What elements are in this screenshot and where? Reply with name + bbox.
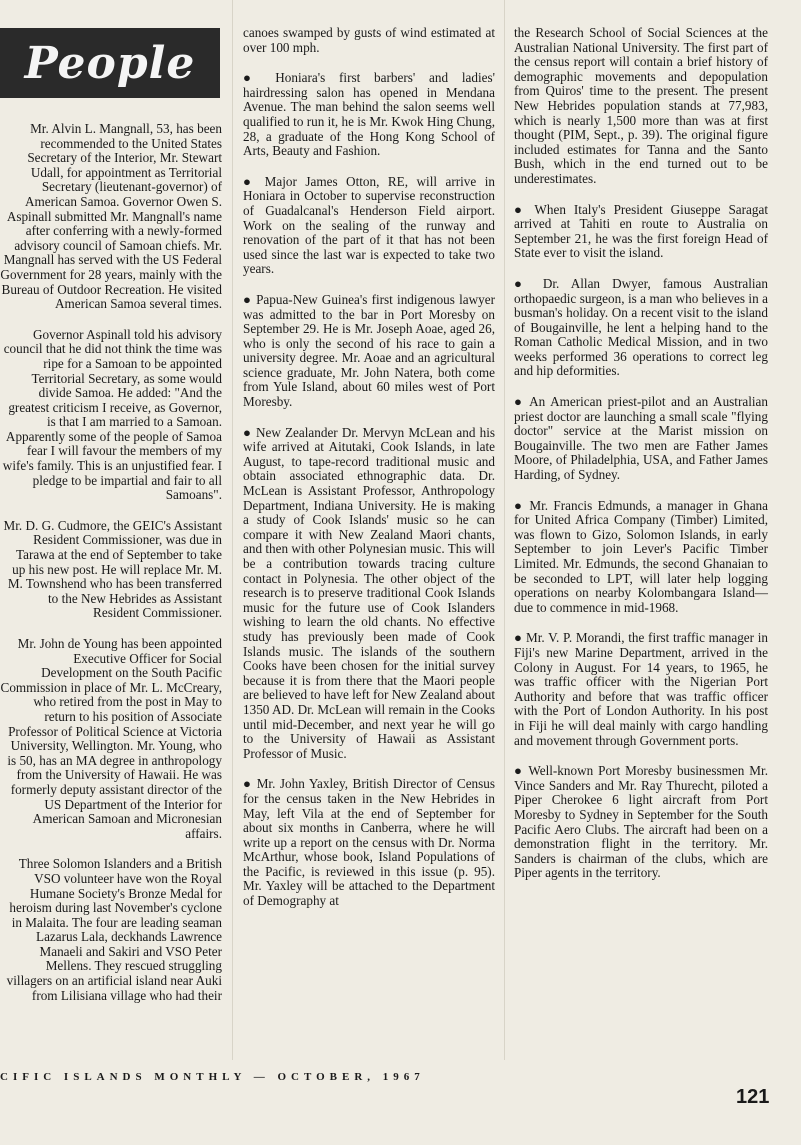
column-rule-2 [504,0,505,1060]
article-paragraph: ● Mr. Francis Edmunds, a manager in Ghana for United Africa Company (Timber) Limited, was flown to Gizo, Solomon Islands, in early September to join Lever's Pacific Timber Limited. Mr. Edmunds, the second Ghanaian to be seconded to LPT, will later help logging operations on nearby Kolombangara Island—due to commence in mid-1968. [514,497,768,615]
article-paragraph: ● Papua-New Guinea's first indigenous lawyer was admitted to the bar in Port Moresby on September 29. He is Mr. Joseph Aoae, aged 26, who is only the second of his race to gain a university degree. Mr. Aoae and an agricultural science graduate, Mr. John Natera, both come from Yule Island, about 60 miles west of Port Moresby. [243,291,495,410]
column-rule-1 [232,0,233,1060]
article-paragraph: Mr. John de Young has been appointed Executive Officer for Social Development on the South Pacific Commission in place of Mr. L. McCreary, who retired from the post in May to return to his position of Associate Professor of Political Science at Victoria University, Wellington. Mr. Young, who is 50, has an MA degree in anthropology from the University of Hawaii. He was formerly deputy assistant director of the US Department of the Interior for American Samoan and Micronesian affairs. [0,636,222,841]
article-paragraph: the Research School of Social Sciences at the Australian National University. The first part of the census report will contain a brief history of demographic movements and depopulation from Quiros' time to the present. The present New Hebrides population stands at 77,983, which is nearly 1,500 more than was at first thought (PIM, Sept., p. 39). The original figure included estimates for Tanna and the Santo Bush, which in the end turned out to be underestimates. [514,25,768,186]
section-title: People [24,37,196,89]
article-paragraph: Mr. D. G. Cudmore, the GEIC's Assistant Resident Commissioner, was due in Tarawa at the end of September to take up his new post. He will replace Mr. M. M. Townshend who has been transferred to the New Hebrides as Assistant Resident Commissioner. [3,517,222,621]
column-2 [243,26,495,925]
column-3 [514,26,768,897]
article-paragraph: ● Mr. V. P. Morandi, the first traffic manager in Fiji's new Marine Department, arrived in the Colony in August. For 14 years, to 1965, he was traffic officer with the Nigerian Port Authority and before that was traffic officer with the Port of London Authority. In his post in Fiji he will deal mainly with cargo handling and movement through Government ports. [514,630,768,748]
article-paragraph: ● An American priest-pilot and an Australian priest doctor are launching a small scale "flying doctor" service at the Marist mission on Bougainville. The two men are Father James Moore, of Philadelphia, USA, and Father James Harding, of Sydney. [514,394,768,483]
article-paragraph: ● New Zealander Dr. Mervyn McLean and his wife arrived at Aitutaki, Cook Islands, in late August, to tape-record traditional music and obtain associated ethnographic data. Dr. McLean is Assistant Professor, Anthropology Department, Indiana University. He is making a study of Cook Islands' music so he can compare it with New Zealand Maori chants, and then with other Polynesian music. This will be a contribution towards tracing culture contact in Polynesia. The other object of the research is to preserve traditional Cook Islands music for the future use of Cook Islanders wishing to learn the old chants. No effective study has previously been made of Cook Islands music. The islands of the southern Cooks have been chosen for the initial survey because it is from there that the Maori people are believed to have left for New Zealand about 1350 AD. Dr. McLean will remain in the Cooks until mid-December, and next year he will go to the University of Hawaii as Assistant Professor of Music. [243,424,495,761]
article-paragraph: Three Solomon Islanders and a British VSO volunteer have won the Royal Humane Society's Bronze Medal for heroism during last November's cyclone in Malaita. The four are leading seaman Lazarus Lala, deckhands Lawrence Manaeli and Sakiri and VSO Peter Mellens. They rescued struggling villagers on an artificial island near Auki from Lilisiana village who had their [6,856,222,1003]
article-paragraph: canoes swamped by gusts of wind estimated at over 100 mph. [243,25,495,55]
article-paragraph: ● Major James Otton, RE, will arrive in Honiara in October to supervise reconstruction of Guadalcanal's Henderson Field airport. Work on the sealing of the runway and renovation of the part of it that has not been used since the last war is expected to take two years. [243,173,495,277]
article-paragraph: ● Honiara's first barbers' and ladies' hairdressing salon has opened in Mendana Avenue. The man behind the salon seems well qualified to run it, he is Mr. Kwok Hing Chung, 28, a graduate of the Hong Kong School of Arts, Beauty and Fashion. [243,70,496,159]
article-paragraph: ● Dr. Allan Dwyer, famous Australian orthopaedic surgeon, is a man who believes in a busman's holiday. On a recent visit to the island of Bougainville, he lent a helping hand to the Roman Catholic Medical Mission, and in two weeks performed 36 operations to correct leg and hip deformities. [514,275,768,379]
article-paragraph: ● Mr. John Yaxley, British Director of Census for the census taken in the New Hebrides in May, left Vila at the end of September for about six months in Canberra, where he will write up a report on the census with Dr. Norma McArthur, whose book, Island Populations of the Pacific, is reviewed in this issue (p. 95). Mr. Yaxley will be attached to the Department of Demography at [243,776,495,909]
column-1 [0,0,222,1019]
page-number: 121 [736,1086,770,1108]
running-footer: CIFIC ISLANDS MONTHLY — OCTOBER, 1967 [0,1071,425,1083]
article-paragraph: Governor Aspinall told his advisory council that he did not think the time was ripe for a Samoan to be appointed Territorial Secretary, as some would divide Samoa. He added: "And the greatest criticism I receive, as Governor, is that I am married to a Samoan. Apparently some of the people of Samoa fear I will favour the members of my wife's family. This is an unjustified fear. I pledge to be impartial and fair to all Samoans". [2,326,222,503]
article-paragraph: Mr. Alvin L. Mangnall, 53, has been recommended to the United States Secretary of the Interior, Mr. Stewart Udall, for appointment as Territorial Secretary (lieutenant-governor) of American Samoa. Governor Owen S. Aspinall submitted Mr. Mangnall's name after conferring with a newly-formed advisory council of Samoan chiefs. Mr. Mangnall has served with the US Federal Government for 28 years, mainly with the Bureau of Outdoor Recreation. He visited American Samoa several times. [0,121,222,312]
section-banner [0,28,220,98]
article-paragraph: ● Well-known Port Moresby businessmen Mr. Vince Sanders and Mr. Ray Thurecht, piloted a Piper Cherokee 6 light aircraft from Port Moresby to Sydney in September for the South Pacific Aero Clubs. The aircraft had been on a demonstration flight in the territory. Mr. Sanders is chairman of the clubs, which are Piper agents in the territory. [514,763,768,881]
article-paragraph: ● When Italy's President Giuseppe Saragat arrived at Tahiti en route to Australia on September 21, he was the first foreign Head of State ever to visit the island. [514,201,768,261]
